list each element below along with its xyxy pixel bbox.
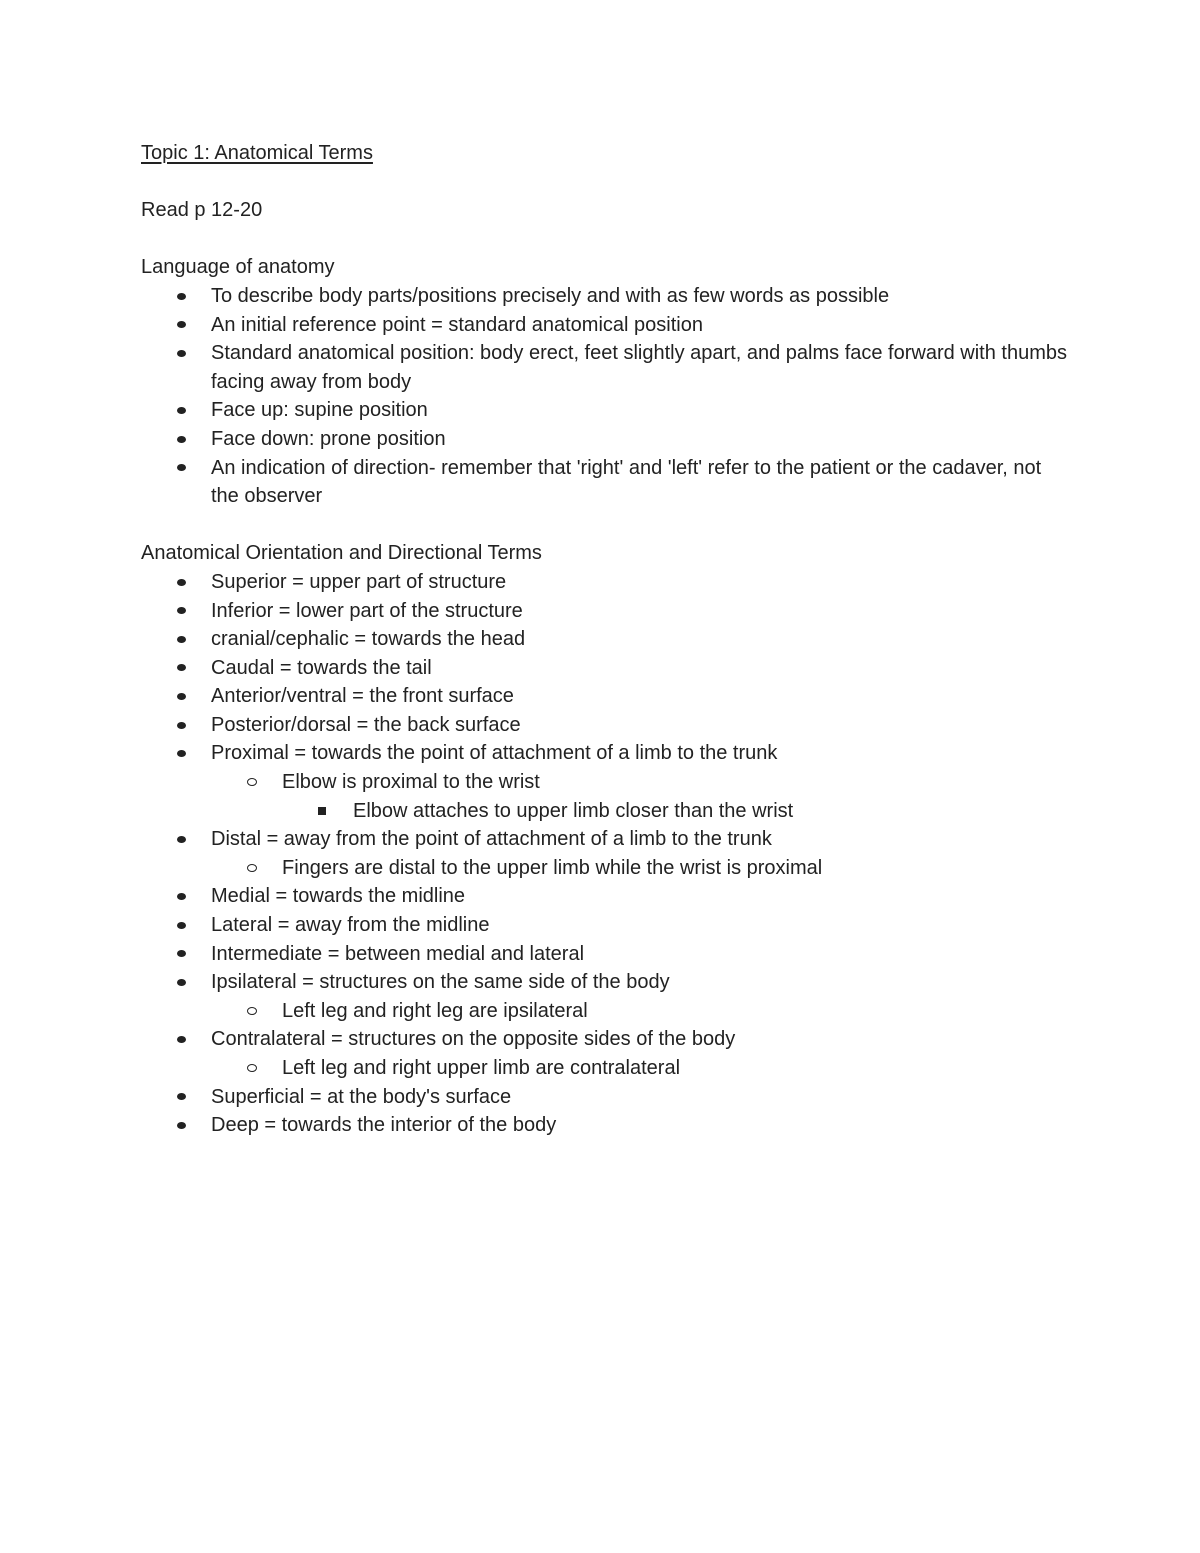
bullet-circle-icon <box>247 854 257 883</box>
bullet-disc-icon <box>177 311 186 340</box>
list-item-text: Intermediate = between medial and lateral <box>211 942 585 965</box>
bullet-disc-icon <box>177 1083 186 1112</box>
list-item <box>141 711 1071 740</box>
list-item-text: Standard anatomical position: body erect, feet slightly apart, and palms face forward with thumbs facing away from body <box>211 342 1068 393</box>
list-item-text: Fingers are distal to the upper limb while the wrist is proximal <box>282 856 823 879</box>
section-heading-orientation: Anatomical Orientation and Directional Terms <box>141 542 542 565</box>
list-item-text: Elbow attaches to upper limb closer than the wrist <box>353 799 794 822</box>
sub-list-item <box>141 854 1071 883</box>
list-item-text: Deep = towards the interior of the body <box>211 1114 557 1137</box>
bullet-disc-icon <box>177 339 186 368</box>
spacer <box>141 225 1071 254</box>
list-item <box>141 882 1071 911</box>
page-title: Topic 1: Anatomical Terms <box>141 142 373 164</box>
bullet-disc-icon <box>177 940 186 969</box>
bullet-circle-icon <box>247 768 257 797</box>
list-item <box>141 339 1071 396</box>
list-item-text: Medial = towards the midline <box>211 885 466 908</box>
list-item-text: Elbow is proximal to the wrist <box>282 771 540 794</box>
list-item-text: Face down: prone position <box>211 427 446 450</box>
list-item-text: Caudal = towards the tail <box>211 656 432 679</box>
list-item <box>141 911 1071 940</box>
list-item <box>141 396 1071 425</box>
list-item <box>141 1025 1071 1054</box>
list-item-text: Proximal = towards the point of attachment of a limb to the trunk <box>211 742 778 765</box>
list-item-text: Face up: supine position <box>211 399 428 422</box>
bullet-disc-icon <box>177 625 186 654</box>
sub-list-item <box>141 1054 1071 1083</box>
sub-list-item <box>141 997 1071 1026</box>
bullet-square-icon <box>318 797 326 826</box>
bullet-disc-icon <box>177 911 186 940</box>
list-item-text: Lateral = away from the midline <box>211 914 490 937</box>
sub-list-item <box>141 768 1071 797</box>
bullet-disc-icon <box>177 1025 186 1054</box>
bullet-disc-icon <box>177 882 186 911</box>
list-item-text: Left leg and right leg are ipsilateral <box>282 999 588 1022</box>
bullet-disc-icon <box>177 282 186 311</box>
list-item-text: Inferior = lower part of the structure <box>211 599 523 622</box>
section-heading-language: Language of anatomy <box>141 256 335 279</box>
bullet-disc-icon <box>177 396 186 425</box>
list-item <box>141 968 1071 997</box>
list-item-text: Anterior/ventral = the front surface <box>211 685 514 708</box>
list-item <box>141 1111 1071 1140</box>
bullet-disc-icon <box>177 454 186 483</box>
document-page <box>141 139 1071 1140</box>
list-item-text: Superior = upper part of structure <box>211 570 507 593</box>
list-item <box>141 682 1071 711</box>
list-item-text: An initial reference point = standard anatomical position <box>211 313 703 336</box>
bullet-disc-icon <box>177 597 186 626</box>
language-list <box>141 282 1071 511</box>
list-item-text: Left leg and right upper limb are contralateral <box>282 1057 681 1079</box>
orientation-list <box>141 568 1071 1140</box>
list-item <box>141 425 1071 454</box>
list-item <box>141 739 1071 768</box>
list-item <box>141 311 1071 340</box>
bullet-disc-icon <box>177 825 186 854</box>
list-item <box>141 940 1071 969</box>
bullet-disc-icon <box>177 1111 186 1140</box>
list-item-text: Posterior/dorsal = the back surface <box>211 713 521 736</box>
list-item-text: Contralateral = structures on the opposite sides of the body <box>211 1028 736 1051</box>
list-item <box>141 568 1071 597</box>
spacer <box>141 168 1071 197</box>
sub-sub-list-item <box>141 797 1071 826</box>
list-item-text: cranial/cephalic = towards the head <box>211 628 526 651</box>
reading-assignment: Read p 12-20 <box>141 199 263 222</box>
bullet-disc-icon <box>177 425 186 454</box>
list-item <box>141 597 1071 626</box>
list-item-text: An indication of direction- remember that 'right' and 'left' refer to the patient or the cadaver, not the observer <box>211 456 1042 508</box>
list-item <box>141 282 1071 311</box>
list-item-text: Distal = away from the point of attachment of a limb to the trunk <box>211 828 772 851</box>
list-item <box>141 825 1071 854</box>
list-item <box>141 654 1071 683</box>
bullet-circle-icon <box>247 1054 257 1083</box>
list-item <box>141 1083 1071 1112</box>
spacer <box>141 511 1071 540</box>
list-item <box>141 625 1071 654</box>
bullet-disc-icon <box>177 654 186 683</box>
list-item-text: To describe body parts/positions precisely and with as few words as possible <box>211 284 890 307</box>
bullet-disc-icon <box>177 568 186 597</box>
list-item <box>141 454 1071 511</box>
bullet-disc-icon <box>177 711 186 740</box>
bullet-circle-icon <box>247 997 257 1026</box>
bullet-disc-icon <box>177 739 186 768</box>
bullet-disc-icon <box>177 968 186 997</box>
list-item-text: Ipsilateral = structures on the same side of the body <box>211 971 670 994</box>
bullet-disc-icon <box>177 682 186 711</box>
list-item-text: Superficial = at the body's surface <box>211 1085 512 1108</box>
